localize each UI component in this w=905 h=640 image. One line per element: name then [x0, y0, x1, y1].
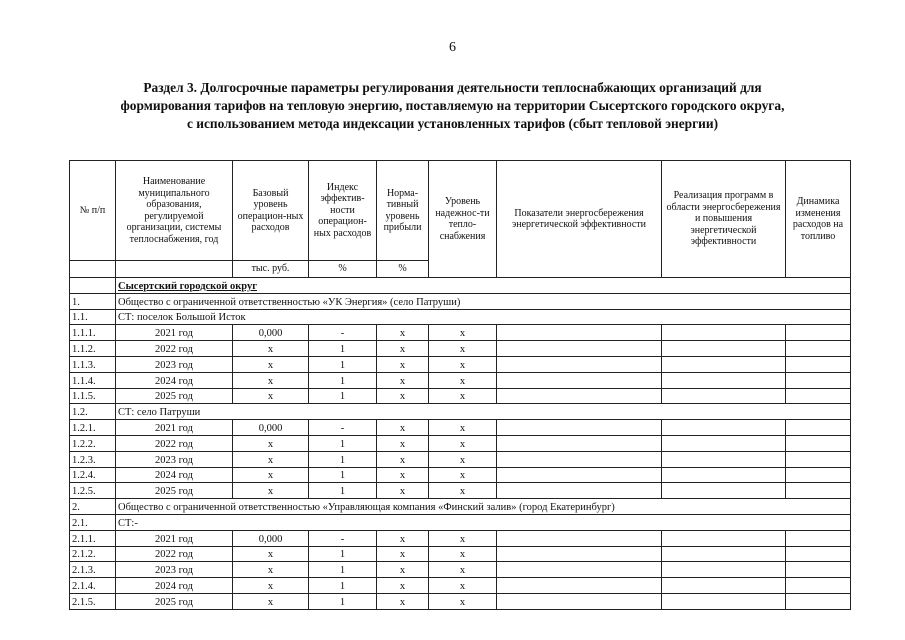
row-energy-saving	[497, 483, 662, 499]
row-programs	[662, 530, 786, 546]
row-reliability: x	[429, 325, 497, 341]
row-base-opex: x	[233, 388, 309, 404]
row-energy-saving	[497, 435, 662, 451]
row-reliability: x	[429, 562, 497, 578]
row-profit-level: x	[377, 435, 429, 451]
table-body	[70, 278, 851, 610]
row-number: 1.1.4.	[70, 372, 116, 388]
row-number: 1.2.3.	[70, 451, 116, 467]
table-row	[70, 388, 851, 404]
row-reliability: x	[429, 483, 497, 499]
row-number: 2.1.2.	[70, 546, 116, 562]
row-fuel-dynamics	[786, 435, 851, 451]
row-year: 2021 год	[116, 530, 233, 546]
header-programs: Реализация программ в области энергосбережения и повышения энергетической эффективности	[662, 161, 786, 278]
table-row	[70, 483, 851, 499]
row-profit-level: x	[377, 562, 429, 578]
table-row	[70, 593, 851, 609]
row-reliability: x	[429, 451, 497, 467]
row-year: 2022 год	[116, 341, 233, 357]
row-energy-saving	[497, 546, 662, 562]
row-number: 1.1.2.	[70, 341, 116, 357]
section-heading	[60, 79, 845, 133]
row-number: 1.1.1.	[70, 325, 116, 341]
row-programs	[662, 578, 786, 594]
row-efficiency-index: -	[309, 420, 377, 436]
units-num	[70, 261, 116, 278]
system-row	[70, 404, 851, 420]
row-efficiency-index: 1	[309, 578, 377, 594]
row-reliability: x	[429, 372, 497, 388]
row-fuel-dynamics	[786, 356, 851, 372]
row-programs	[662, 483, 786, 499]
row-base-opex: x	[233, 341, 309, 357]
table-row	[70, 451, 851, 467]
row-profit-level: x	[377, 483, 429, 499]
row-year: 2021 год	[116, 420, 233, 436]
row-reliability: x	[429, 420, 497, 436]
row-fuel-dynamics	[786, 467, 851, 483]
row-number: 2.1.4.	[70, 578, 116, 594]
row-profit-level: x	[377, 578, 429, 594]
row-year: 2024 год	[116, 578, 233, 594]
header-efficiency-index: Индекс эффектив-ности операцион-ных расходов	[309, 161, 377, 261]
row-efficiency-index: 1	[309, 356, 377, 372]
header-base-opex: Базовый уровень операцион-ных расходов	[233, 161, 309, 261]
row-energy-saving	[497, 467, 662, 483]
row-profit-level: x	[377, 467, 429, 483]
organization-row	[70, 499, 851, 515]
row-reliability: x	[429, 388, 497, 404]
row-efficiency-index: 1	[309, 435, 377, 451]
parameters-table	[69, 160, 851, 610]
table-row	[70, 325, 851, 341]
row-efficiency-index: 1	[309, 372, 377, 388]
row-base-opex: x	[233, 562, 309, 578]
page-number: 6	[449, 40, 456, 55]
header-name: Наименование муниципального образования, регулируемой организации, системы теплоснабжения, год	[116, 161, 233, 261]
row-programs	[662, 467, 786, 483]
row-year: 2024 год	[116, 467, 233, 483]
row-fuel-dynamics	[786, 420, 851, 436]
units-profit: %	[377, 261, 429, 278]
row-profit-level: x	[377, 593, 429, 609]
row-efficiency-index: -	[309, 530, 377, 546]
row-number: 2.1.	[70, 514, 116, 530]
row-profit-level: x	[377, 530, 429, 546]
organization-row	[70, 293, 851, 309]
row-efficiency-index: 1	[309, 562, 377, 578]
organization-name: Общество с ограниченной ответственностью «Управляющая компания «Финский залив» (город Екатеринбург)	[116, 499, 851, 515]
row-base-opex: x	[233, 372, 309, 388]
row-fuel-dynamics	[786, 562, 851, 578]
table-row	[70, 435, 851, 451]
table-row	[70, 420, 851, 436]
row-reliability: x	[429, 435, 497, 451]
row-energy-saving	[497, 388, 662, 404]
row-energy-saving	[497, 356, 662, 372]
header-fuel-dynamics: Динамика изменения расходов на топливо	[786, 161, 851, 278]
row-efficiency-index: 1	[309, 388, 377, 404]
table-row	[70, 562, 851, 578]
row-programs	[662, 325, 786, 341]
row-energy-saving	[497, 420, 662, 436]
row-efficiency-index: 1	[309, 593, 377, 609]
row-fuel-dynamics	[786, 372, 851, 388]
heading-line-2: формирования тарифов на тепловую энергию, поставляемую на территории Сысертского городского округа,	[120, 98, 785, 113]
row-fuel-dynamics	[786, 530, 851, 546]
row-fuel-dynamics	[786, 483, 851, 499]
system-name: СТ: село Патруши	[116, 404, 851, 420]
row-efficiency-index: 1	[309, 341, 377, 357]
row-profit-level: x	[377, 546, 429, 562]
row-number: 1.2.2.	[70, 435, 116, 451]
row-reliability: x	[429, 530, 497, 546]
table-row	[70, 372, 851, 388]
row-programs	[662, 341, 786, 357]
row-energy-saving	[497, 562, 662, 578]
row-profit-level: x	[377, 372, 429, 388]
row-base-opex: x	[233, 451, 309, 467]
row-energy-saving	[497, 578, 662, 594]
row-number: 1.1.5.	[70, 388, 116, 404]
row-energy-saving	[497, 372, 662, 388]
row-base-opex: x	[233, 578, 309, 594]
row-energy-saving	[497, 530, 662, 546]
row-efficiency-index: 1	[309, 467, 377, 483]
row-base-opex: 0,000	[233, 325, 309, 341]
row-efficiency-index: 1	[309, 483, 377, 499]
row-programs	[662, 562, 786, 578]
row-base-opex: x	[233, 467, 309, 483]
row-profit-level: x	[377, 325, 429, 341]
row-year: 2024 год	[116, 372, 233, 388]
row-year: 2023 год	[116, 562, 233, 578]
row-base-opex: x	[233, 593, 309, 609]
row-programs	[662, 372, 786, 388]
row-base-opex: 0,000	[233, 420, 309, 436]
row-fuel-dynamics	[786, 388, 851, 404]
table-row	[70, 546, 851, 562]
row-number: 2.	[70, 499, 116, 515]
header-energy-saving: Показатели энергосбережения энергетической эффективности	[497, 161, 662, 278]
row-energy-saving	[497, 593, 662, 609]
row-year: 2025 год	[116, 388, 233, 404]
row-energy-saving	[497, 325, 662, 341]
row-base-opex: 0,000	[233, 530, 309, 546]
row-fuel-dynamics	[786, 325, 851, 341]
row-number: 1.2.5.	[70, 483, 116, 499]
row-year: 2022 год	[116, 546, 233, 562]
table-row	[70, 341, 851, 357]
heading-line-1: Раздел 3. Долгосрочные параметры регулирования деятельности теплоснабжающих организаций для	[143, 80, 762, 95]
row-number: 1.2.1.	[70, 420, 116, 436]
row-reliability: x	[429, 546, 497, 562]
row-programs	[662, 451, 786, 467]
row-programs	[662, 356, 786, 372]
row-reliability: x	[429, 578, 497, 594]
units-index: %	[309, 261, 377, 278]
table-row	[70, 467, 851, 483]
row-energy-saving	[497, 341, 662, 357]
row-base-opex: x	[233, 546, 309, 562]
units-base: тыс. руб.	[233, 261, 309, 278]
row-fuel-dynamics	[786, 546, 851, 562]
row-number: 1.1.3.	[70, 356, 116, 372]
row-reliability: x	[429, 341, 497, 357]
system-row	[70, 514, 851, 530]
row-fuel-dynamics	[786, 451, 851, 467]
row-base-opex: x	[233, 483, 309, 499]
row-programs	[662, 420, 786, 436]
row-number: 2.1.5.	[70, 593, 116, 609]
system-name: СТ: поселок Большой Исток	[116, 309, 851, 325]
row-base-opex: x	[233, 356, 309, 372]
table-row	[70, 530, 851, 546]
row-base-opex: x	[233, 435, 309, 451]
row-programs	[662, 593, 786, 609]
row-fuel-dynamics	[786, 593, 851, 609]
row-profit-level: x	[377, 451, 429, 467]
row-efficiency-index: -	[309, 325, 377, 341]
header-reliability: Уровень надежнос-ти тепло-снабжения	[429, 161, 497, 278]
row-programs	[662, 388, 786, 404]
row-profit-level: x	[377, 341, 429, 357]
row-fuel-dynamics	[786, 341, 851, 357]
district-row	[70, 278, 851, 294]
district-name: Сысертский городской округ	[118, 280, 258, 292]
row-number: 2.1.3.	[70, 562, 116, 578]
row-number: 1.	[70, 293, 116, 309]
row-year: 2022 год	[116, 435, 233, 451]
row-reliability: x	[429, 593, 497, 609]
row-year: 2023 год	[116, 356, 233, 372]
units-name	[116, 261, 233, 278]
row-number: 2.1.1.	[70, 530, 116, 546]
row-reliability: x	[429, 356, 497, 372]
row-year: 2021 год	[116, 325, 233, 341]
row-programs	[662, 435, 786, 451]
row-programs	[662, 546, 786, 562]
table-row	[70, 578, 851, 594]
row-efficiency-index: 1	[309, 451, 377, 467]
heading-line-3: с использованием метода индексации установленных тарифов (сбыт тепловой энергии)	[186, 116, 719, 131]
row-year: 2025 год	[116, 483, 233, 499]
organization-name: Общество с ограниченной ответственностью «УК Энергия» (село Патруши)	[116, 293, 851, 309]
row-profit-level: x	[377, 420, 429, 436]
row-fuel-dynamics	[786, 578, 851, 594]
row-profit-level: x	[377, 356, 429, 372]
row-number: 1.2.4.	[70, 467, 116, 483]
row-energy-saving	[497, 451, 662, 467]
row-profit-level: x	[377, 388, 429, 404]
header-profit-level: Норма-тивный уровень прибыли	[377, 161, 429, 261]
row-year: 2025 год	[116, 593, 233, 609]
row-efficiency-index: 1	[309, 546, 377, 562]
header-num: № п/п	[70, 161, 116, 261]
row-year: 2023 год	[116, 451, 233, 467]
row-number: 1.1.	[70, 309, 116, 325]
row-number: 1.2.	[70, 404, 116, 420]
table-row	[70, 356, 851, 372]
system-row	[70, 309, 851, 325]
row-reliability: x	[429, 467, 497, 483]
system-name: СТ:-	[116, 514, 851, 530]
